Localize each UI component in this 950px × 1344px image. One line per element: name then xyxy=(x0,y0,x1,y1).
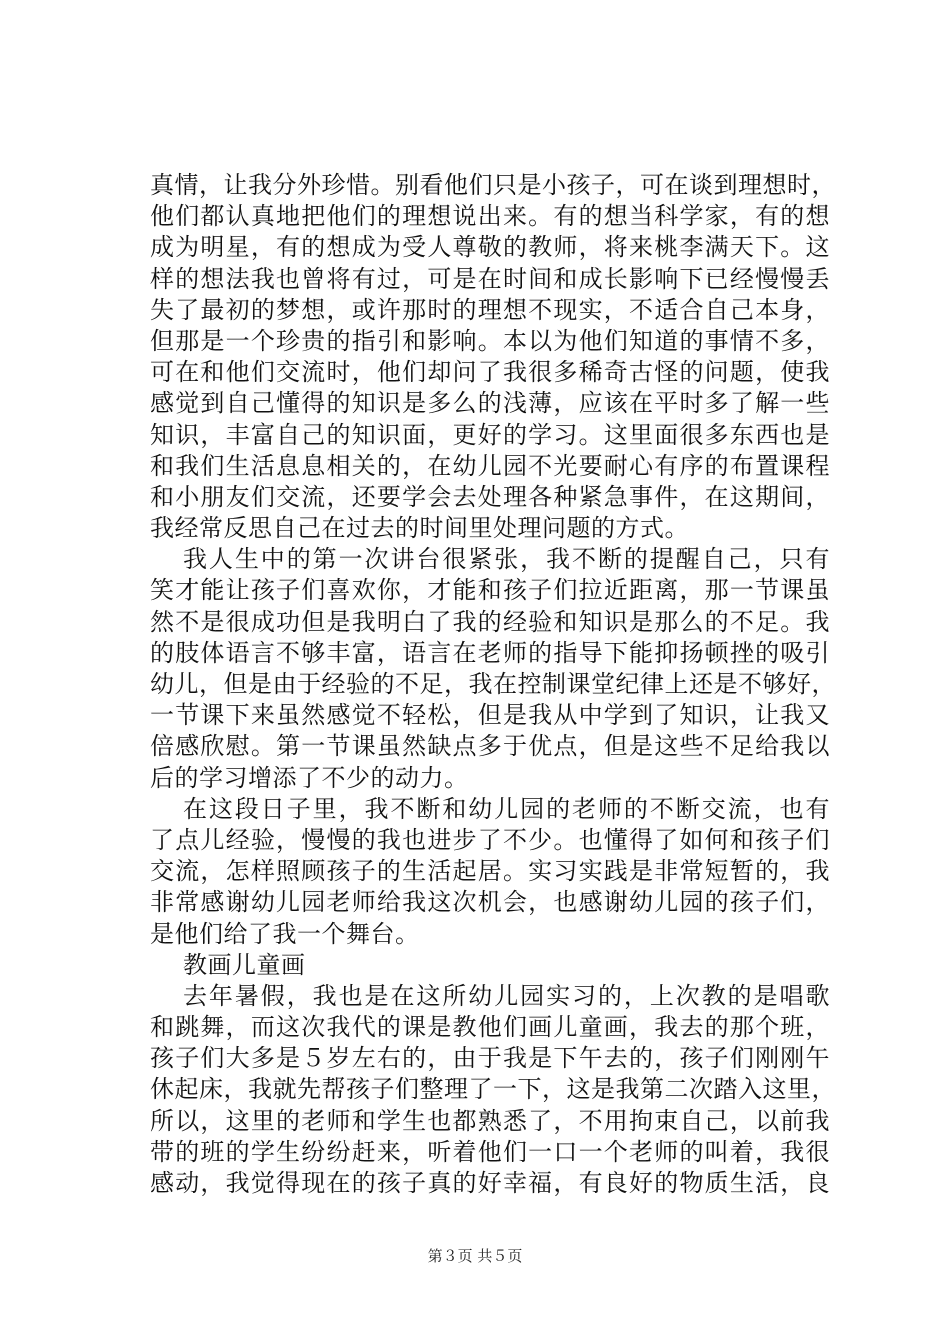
paragraph-2 xyxy=(150,544,836,794)
text-line: 非常感谢幼儿园老师给我这次机会，也感谢幼儿园的孩子们， xyxy=(150,888,830,917)
text-line: 我人生中的第一次讲台很紧张，我不断的提醒自己，只有 xyxy=(183,545,830,574)
text-line: 样的想法我也曾将有过，可是在时间和成长影响下已经慢慢丢 xyxy=(150,264,830,293)
paragraph-3 xyxy=(150,794,830,950)
body-text xyxy=(150,170,836,1199)
text-line: 幼儿，但是由于经验的不足，我在控制课堂纪律上还是不够好， xyxy=(150,670,836,698)
text-line: 了点儿经验，慢慢的我也进步了不少。也懂得了如何和孩子们 xyxy=(150,825,830,854)
text-line: 后的学习增添了不少的动力。 xyxy=(150,763,469,792)
text-line: 然不是很成功但是我明白了我的经验和知识是那么的不足。我 xyxy=(150,607,830,636)
text-line: 感动，我觉得现在的孩子真的好幸福，有良好的物质生活，良 xyxy=(150,1169,830,1197)
text-line: 的肢体语言不够丰富，语言在老师的指导下能抑扬顿挫的吸引 xyxy=(150,638,830,667)
page-footer: 第３页 共５页 xyxy=(427,1247,523,1265)
section-heading: 教画儿童画 xyxy=(183,950,306,979)
text-line: 和跳舞，而这次我代的课是教他们画儿童画，我去的那个班， xyxy=(150,1013,830,1042)
text-line: 笑才能让孩子们喜欢你，才能和孩子们拉近距离，那一节课虽 xyxy=(150,576,830,605)
text-line: 成为明星，有的想成为受人尊敬的教师，将来桃李满天下。这 xyxy=(150,233,830,262)
text-line: 在这段日子里，我不断和幼儿园的老师的不断交流，也有 xyxy=(183,794,830,823)
text-line: 但那是一个珍贵的指引和影响。本以为他们知道的事情不多， xyxy=(150,326,830,355)
text-line: 知识，丰富自己的知识面，更好的学习。这里面很多东西也是 xyxy=(150,420,830,449)
text-line: 他们都认真地把他们的理想说出来。有的想当科学家，有的想 xyxy=(150,202,830,231)
text-line: 休起床，我就先帮孩子们整理了一下，这是我第二次踏入这里， xyxy=(150,1075,836,1104)
text-line: 一节课下来虽然感觉不轻松，但是我从中学到了知识，让我又 xyxy=(150,701,830,730)
text-line: 和小朋友们交流，还要学会去处理各种紧急事件，在这期间， xyxy=(150,482,830,511)
text-line: 和我们生活息息相关的，在幼儿园不光要耐心有序的布置课程 xyxy=(150,451,830,480)
text-line: 可在和他们交流时，他们却问了我很多稀奇古怪的问题，使我 xyxy=(150,358,830,387)
paragraph-4 xyxy=(150,981,836,1199)
text-line: 所以，这里的老师和学生也都熟悉了，不用拘束自己，以前我 xyxy=(150,1106,830,1135)
text-line: 是他们给了我一个舞台。 xyxy=(150,919,420,948)
text-line: 带的班的学生纷纷赶来，听着他们一口一个老师的叫着，我很 xyxy=(150,1137,830,1166)
text-line: 孩子们大多是５岁左右的，由于我是下午去的，孩子们刚刚午 xyxy=(150,1044,830,1073)
text-line: 倍感欣慰。第一节课虽然缺点多于优点，但是这些不足给我以 xyxy=(150,732,830,761)
paragraph-1 xyxy=(150,170,836,544)
text-line: 感觉到自己懂得的知识是多么的浅薄，应该在平时多了解一些 xyxy=(150,389,830,418)
text-line: 去年暑假，我也是在这所幼儿园实习的，上次教的是唱歌 xyxy=(183,981,830,1010)
text-line: 失了最初的梦想，或许那时的理想不现实，不适合自己本身， xyxy=(150,295,830,324)
text-line: 交流，怎样照顾孩子的生活起居。实习实践是非常短暂的，我 xyxy=(150,857,830,886)
text-line: 我经常反思自己在过去的时间里处理问题的方式。 xyxy=(150,514,689,543)
text-line: 真情，让我分外珍惜。别看他们只是小孩子，可在谈到理想时， xyxy=(150,171,836,199)
